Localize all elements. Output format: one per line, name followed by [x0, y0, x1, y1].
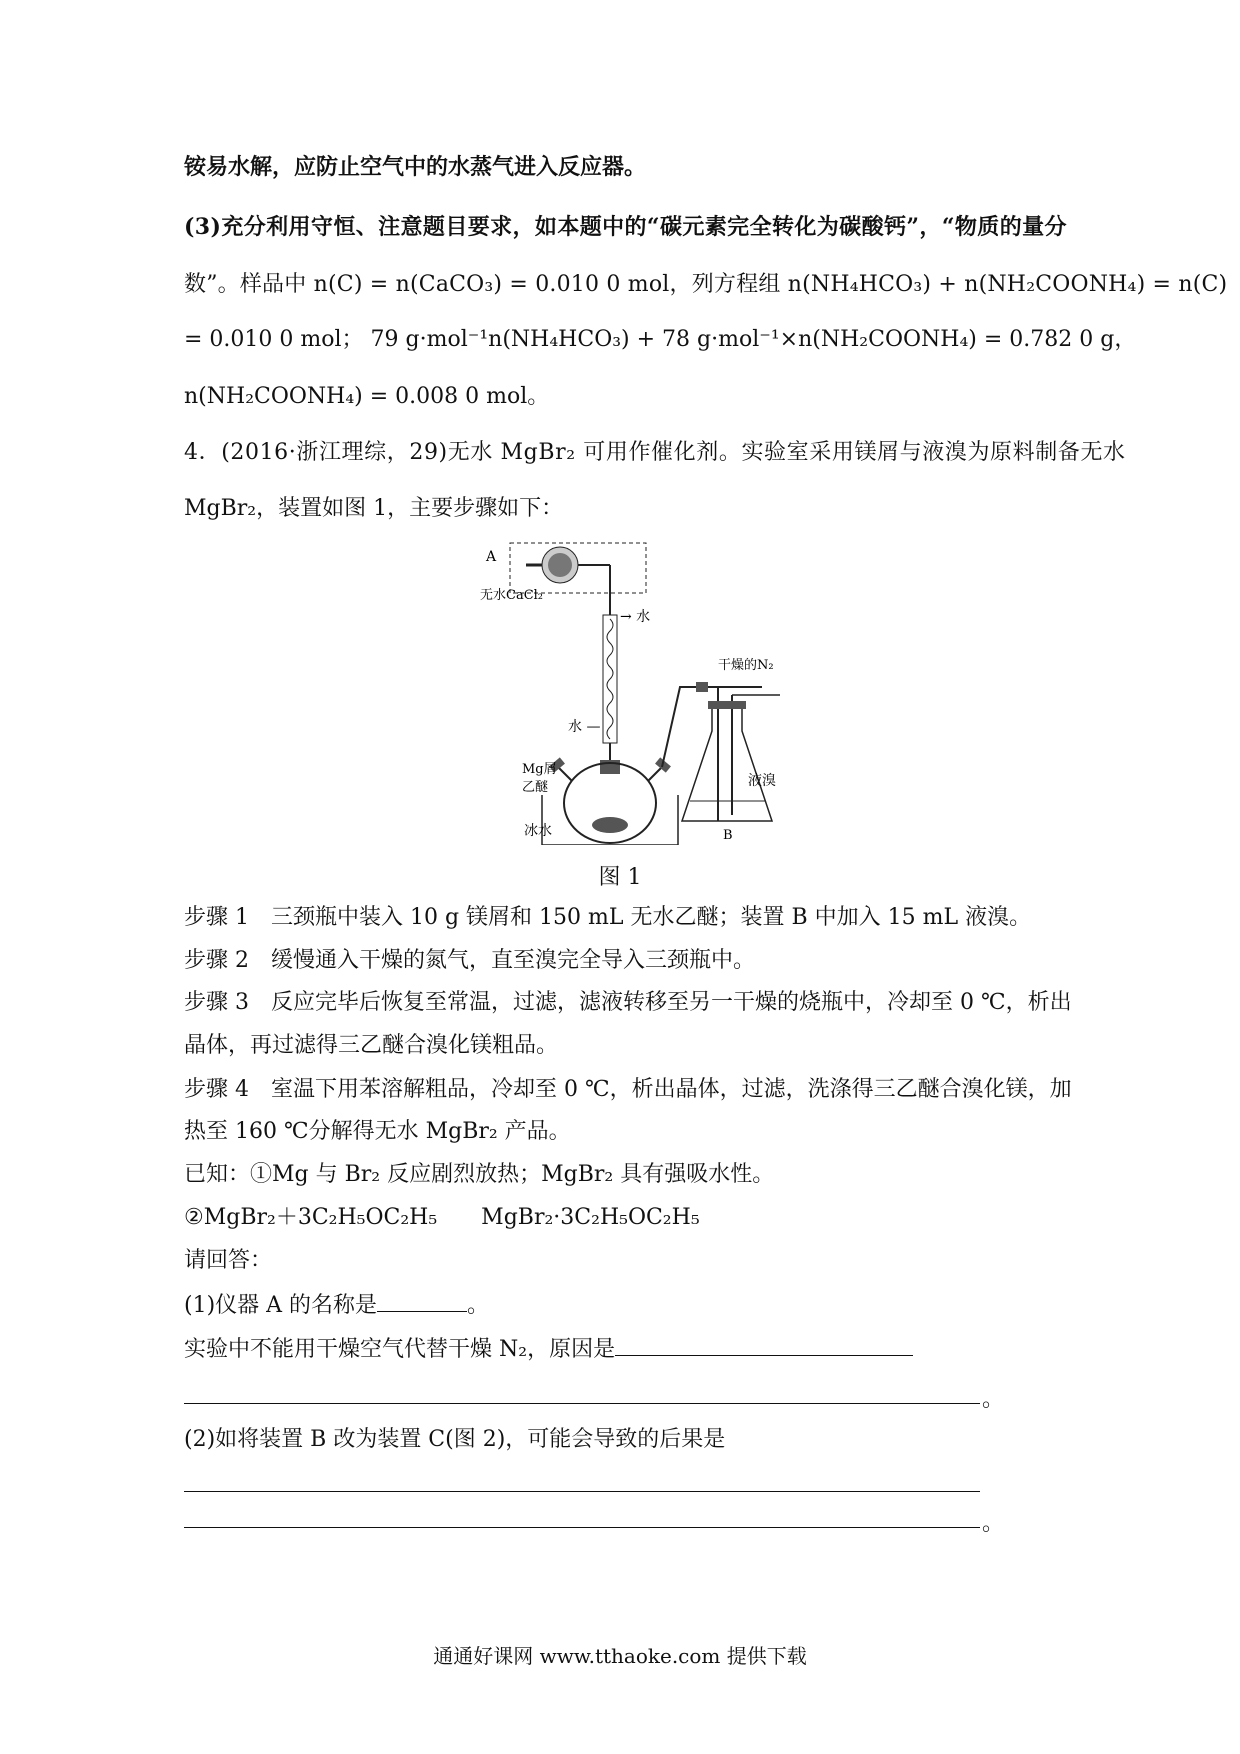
- text-line: (3)充分利用守恒、注意题目要求，如本题中的“碳元素完全转化为碳酸钙”，“物质的量分: [184, 214, 1067, 240]
- flask-b: [682, 705, 772, 821]
- label-a: A: [486, 549, 497, 565]
- label-liquid-br: 液溴: [748, 773, 776, 789]
- answer-line[interactable]: [184, 1527, 980, 1528]
- question-1-text: (1)仪器 A 的名称是: [184, 1293, 378, 1318]
- step-3-cont: 晶体，再过滤得三乙醚合溴化镁粗品。: [184, 1033, 559, 1058]
- prompt: 请回答：: [184, 1248, 273, 1273]
- step-3: 步骤 3 反应完毕后恢复至常温，过滤，滤液转移至另一干燥的烧瓶中，冷却至 0 ℃，析出: [184, 990, 1072, 1015]
- period: 。: [982, 1387, 1005, 1412]
- known-2: ②MgBr₂＋3C₂H₅OC₂H₅ MgBr₂·3C₂H₅OC₂H₅: [184, 1205, 700, 1230]
- question-title: 4．(2016·浙江理综，29)无水 MgBr₂ 可用作催化剂。实验室采用镁屑与液溴为原料制备无水: [184, 440, 1126, 465]
- text-line: 铵易水解，应防止空气中的水蒸气进入反应器。: [184, 154, 647, 180]
- label-water-out: → 水: [620, 609, 651, 625]
- answer-line[interactable]: [184, 1491, 980, 1492]
- text-line: MgBr₂，装置如图 1，主要步骤如下：: [184, 496, 564, 521]
- apparatus-diagram: [480, 535, 780, 845]
- label-cacl2: 无水CaCl₂: [480, 588, 544, 603]
- label-mg: Mg屑: [522, 762, 557, 777]
- question-1: (1)仪器 A 的名称是 。: [184, 1289, 489, 1321]
- label-n2: 干燥的N₂: [718, 658, 774, 673]
- text-line: n(NH₂COONH₄) = 0.008 0 mol。: [184, 384, 550, 409]
- label-b: B: [723, 828, 733, 843]
- step-4-cont: 热至 160 ℃分解得无水 MgBr₂ 产品。: [184, 1119, 571, 1144]
- answer-line[interactable]: [184, 1403, 980, 1404]
- answer-blank[interactable]: [377, 1289, 467, 1312]
- figure-caption: 图 1: [598, 865, 642, 890]
- step-2: 步骤 2 缓慢通入干燥的氮气，直至溴完全导入三颈瓶中。: [184, 948, 755, 973]
- label-ice-water: 冰水: [524, 823, 552, 839]
- answer-blank[interactable]: [615, 1333, 913, 1356]
- known-1: 已知：①Mg 与 Br₂ 反应剧烈放热；MgBr₂ 具有强吸水性。: [184, 1162, 775, 1187]
- question-1b: [184, 1333, 913, 1365]
- period: 。: [982, 1511, 1005, 1536]
- footer: 通通好课网 www.tthaoke.com 提供下载: [433, 1644, 807, 1668]
- text-line: 数”。样品中 n(C) = n(CaCO₃) = 0.010 0 mol，列方程组 n(NH₄HCO₃) + n(NH₂COONH₄) = n(C): [184, 272, 1228, 297]
- step-1: 步骤 1 三颈瓶中装入 10 g 镁屑和 150 mL 无水乙醚；装置 B 中加入 15 mL 液溴。: [184, 905, 1032, 930]
- question-2: (2)如将装置 B 改为装置 C(图 2)，可能会导致的后果是: [184, 1427, 726, 1452]
- step-4: 步骤 4 室温下用苯溶解粗品，冷却至 0 ℃，析出晶体，过滤，洗涤得三乙醚合溴化镁，加: [184, 1077, 1072, 1102]
- question-1b-text: 实验中不能用干燥空气代替干燥 N₂，原因是: [184, 1337, 616, 1362]
- text-line: = 0.010 0 mol； 79 g·mol⁻¹n(NH₄HCO₃) + 78 g·mol⁻¹×n(NH₂COONH₄) = 0.782 0 g，: [184, 327, 1137, 352]
- label-ether: 乙醚: [522, 780, 549, 795]
- label-water-in: 水 —: [568, 719, 601, 735]
